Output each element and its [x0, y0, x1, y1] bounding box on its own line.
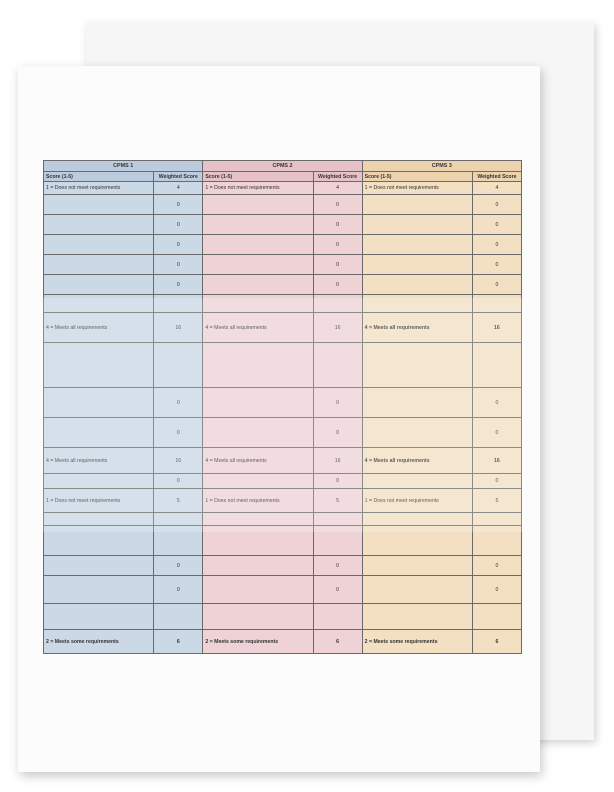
weighted-score-cell [154, 513, 203, 526]
table-row [44, 418, 522, 448]
score-cell: 1 = Does not meet requirements [203, 489, 313, 513]
weighted-score-cell: 0 [472, 195, 521, 215]
score-cell [203, 576, 313, 604]
weighted-score-cell: 0 [313, 388, 362, 418]
weighted-score-cell: 6 [313, 630, 362, 654]
score-cell: 1 = Does not meet requirements [44, 182, 154, 195]
score-cell: 1 = Does not meet requirements [362, 182, 472, 195]
score-cell [203, 215, 313, 235]
column-header-row [44, 172, 522, 182]
weighted-score-cell: 0 [472, 576, 521, 604]
score-cell [362, 604, 472, 630]
weighted-score-cell: 0 [154, 275, 203, 295]
weighted-score-cell: 0 [313, 215, 362, 235]
score-cell [44, 576, 154, 604]
weighted-score-cell: 5 [313, 489, 362, 513]
weighted-score-cell: 0 [313, 474, 362, 489]
table-row [44, 255, 522, 275]
table-row [44, 576, 522, 604]
score-cell [203, 604, 313, 630]
table-row [44, 388, 522, 418]
weighted-score-cell [154, 295, 203, 313]
score-column-header: Score (1-5) [44, 172, 154, 182]
weighted-score-cell [313, 526, 362, 556]
group-header-row [44, 161, 522, 172]
score-cell [362, 576, 472, 604]
weighted-score-cell: 16 [472, 313, 521, 343]
score-cell [362, 195, 472, 215]
score-cell: 4 = Meets all requirements [362, 448, 472, 474]
weighted-score-cell: 4 [313, 182, 362, 195]
score-cell [44, 255, 154, 275]
weighted-score-cell: 0 [313, 195, 362, 215]
score-column-header: Score (1-5) [203, 172, 313, 182]
score-cell [44, 526, 154, 556]
weighted-score-cell: 0 [472, 388, 521, 418]
weighted-score-cell: 0 [472, 556, 521, 576]
score-cell: 4 = Meets all requirements [362, 313, 472, 343]
weighted-score-cell [154, 604, 203, 630]
score-cell: 4 = Meets all requirements [44, 448, 154, 474]
score-column-header: Score (1-5) [362, 172, 472, 182]
weighted-score-cell: 0 [154, 576, 203, 604]
score-cell [362, 275, 472, 295]
weighted-score-cell [154, 526, 203, 556]
table-row [44, 313, 522, 343]
table-row [44, 474, 522, 489]
weighted-score-column-header: Weighted Score [313, 172, 362, 182]
weighted-score-cell: 6 [154, 630, 203, 654]
weighted-score-cell: 0 [313, 576, 362, 604]
table-row [44, 526, 522, 556]
score-cell [203, 295, 313, 313]
score-cell [203, 418, 313, 448]
weighted-score-cell [472, 343, 521, 388]
cpms-comparison-table [43, 160, 522, 654]
score-cell [203, 556, 313, 576]
group-header-cpms-2: CPMS 2 [203, 161, 362, 172]
score-cell [362, 215, 472, 235]
score-cell: 1 = Does not meet requirements [44, 489, 154, 513]
score-cell [44, 275, 154, 295]
weighted-score-cell: 5 [154, 489, 203, 513]
comparison-table-container [43, 160, 522, 654]
score-cell [362, 556, 472, 576]
weighted-score-cell: 16 [472, 448, 521, 474]
score-cell [44, 604, 154, 630]
weighted-score-cell: 0 [154, 235, 203, 255]
score-cell [362, 235, 472, 255]
score-cell [203, 275, 313, 295]
weighted-score-cell: 0 [154, 215, 203, 235]
score-cell [44, 195, 154, 215]
score-cell [203, 526, 313, 556]
table-row [44, 343, 522, 388]
weighted-score-cell: 0 [313, 275, 362, 295]
weighted-score-cell [154, 343, 203, 388]
score-cell: 2 = Meets some requirements [203, 630, 313, 654]
score-cell: 4 = Meets all requirements [203, 313, 313, 343]
score-cell [362, 513, 472, 526]
weighted-score-cell: 16 [154, 448, 203, 474]
score-cell [44, 513, 154, 526]
weighted-score-cell [313, 513, 362, 526]
score-cell: 1 = Does not meet requirements [203, 182, 313, 195]
weighted-score-cell: 0 [472, 275, 521, 295]
weighted-score-cell: 4 [472, 182, 521, 195]
group-header-cpms-3: CPMS 3 [362, 161, 521, 172]
table-row [44, 195, 522, 215]
table-row [44, 556, 522, 576]
weighted-score-cell: 0 [472, 418, 521, 448]
table-row [44, 604, 522, 630]
weighted-score-cell [472, 526, 521, 556]
weighted-score-cell [313, 343, 362, 388]
score-cell [203, 388, 313, 418]
weighted-score-cell: 0 [154, 418, 203, 448]
score-cell: 2 = Meets some requirements [44, 630, 154, 654]
table-row [44, 630, 522, 654]
table-body [44, 182, 522, 654]
table-row [44, 513, 522, 526]
score-cell: 4 = Meets all requirements [44, 313, 154, 343]
score-cell [203, 195, 313, 215]
table-row [44, 448, 522, 474]
table-row [44, 215, 522, 235]
score-cell [44, 235, 154, 255]
table-row [44, 182, 522, 195]
score-cell [362, 388, 472, 418]
table-row [44, 489, 522, 513]
weighted-score-cell: 0 [472, 215, 521, 235]
table-row [44, 235, 522, 255]
weighted-score-cell [472, 295, 521, 313]
weighted-score-cell: 0 [472, 255, 521, 275]
weighted-score-cell: 5 [472, 489, 521, 513]
weighted-score-cell: 0 [154, 556, 203, 576]
weighted-score-cell: 16 [313, 448, 362, 474]
weighted-score-cell [472, 604, 521, 630]
weighted-score-cell [472, 513, 521, 526]
score-cell [362, 474, 472, 489]
score-cell [44, 388, 154, 418]
score-cell [44, 343, 154, 388]
weighted-score-cell: 0 [154, 474, 203, 489]
score-cell [362, 526, 472, 556]
weighted-score-column-header: Weighted Score [472, 172, 521, 182]
weighted-score-cell: 0 [313, 235, 362, 255]
score-cell [44, 215, 154, 235]
weighted-score-cell: 0 [472, 235, 521, 255]
weighted-score-cell [313, 295, 362, 313]
score-cell [44, 418, 154, 448]
score-cell: 4 = Meets all requirements [203, 448, 313, 474]
weighted-score-cell: 0 [154, 388, 203, 418]
score-cell [362, 418, 472, 448]
score-cell [44, 295, 154, 313]
weighted-score-cell: 4 [154, 182, 203, 195]
weighted-score-cell: 0 [154, 255, 203, 275]
table-row [44, 275, 522, 295]
score-cell [203, 513, 313, 526]
weighted-score-cell: 0 [313, 418, 362, 448]
score-cell [203, 255, 313, 275]
score-cell [203, 474, 313, 489]
table-row [44, 295, 522, 313]
score-cell [362, 343, 472, 388]
weighted-score-cell: 16 [154, 313, 203, 343]
weighted-score-cell: 0 [313, 255, 362, 275]
score-cell [44, 556, 154, 576]
weighted-score-cell: 16 [313, 313, 362, 343]
weighted-score-cell: 6 [472, 630, 521, 654]
weighted-score-column-header: Weighted Score [154, 172, 203, 182]
weighted-score-cell: 0 [472, 474, 521, 489]
score-cell [203, 343, 313, 388]
group-header-cpms-1: CPMS 1 [44, 161, 203, 172]
score-cell [44, 474, 154, 489]
score-cell [203, 235, 313, 255]
score-cell: 1 = Does not meet requirements [362, 489, 472, 513]
weighted-score-cell: 0 [154, 195, 203, 215]
weighted-score-cell: 0 [313, 556, 362, 576]
score-cell [362, 295, 472, 313]
score-cell [362, 255, 472, 275]
weighted-score-cell [313, 604, 362, 630]
score-cell: 2 = Meets some requirements [362, 630, 472, 654]
